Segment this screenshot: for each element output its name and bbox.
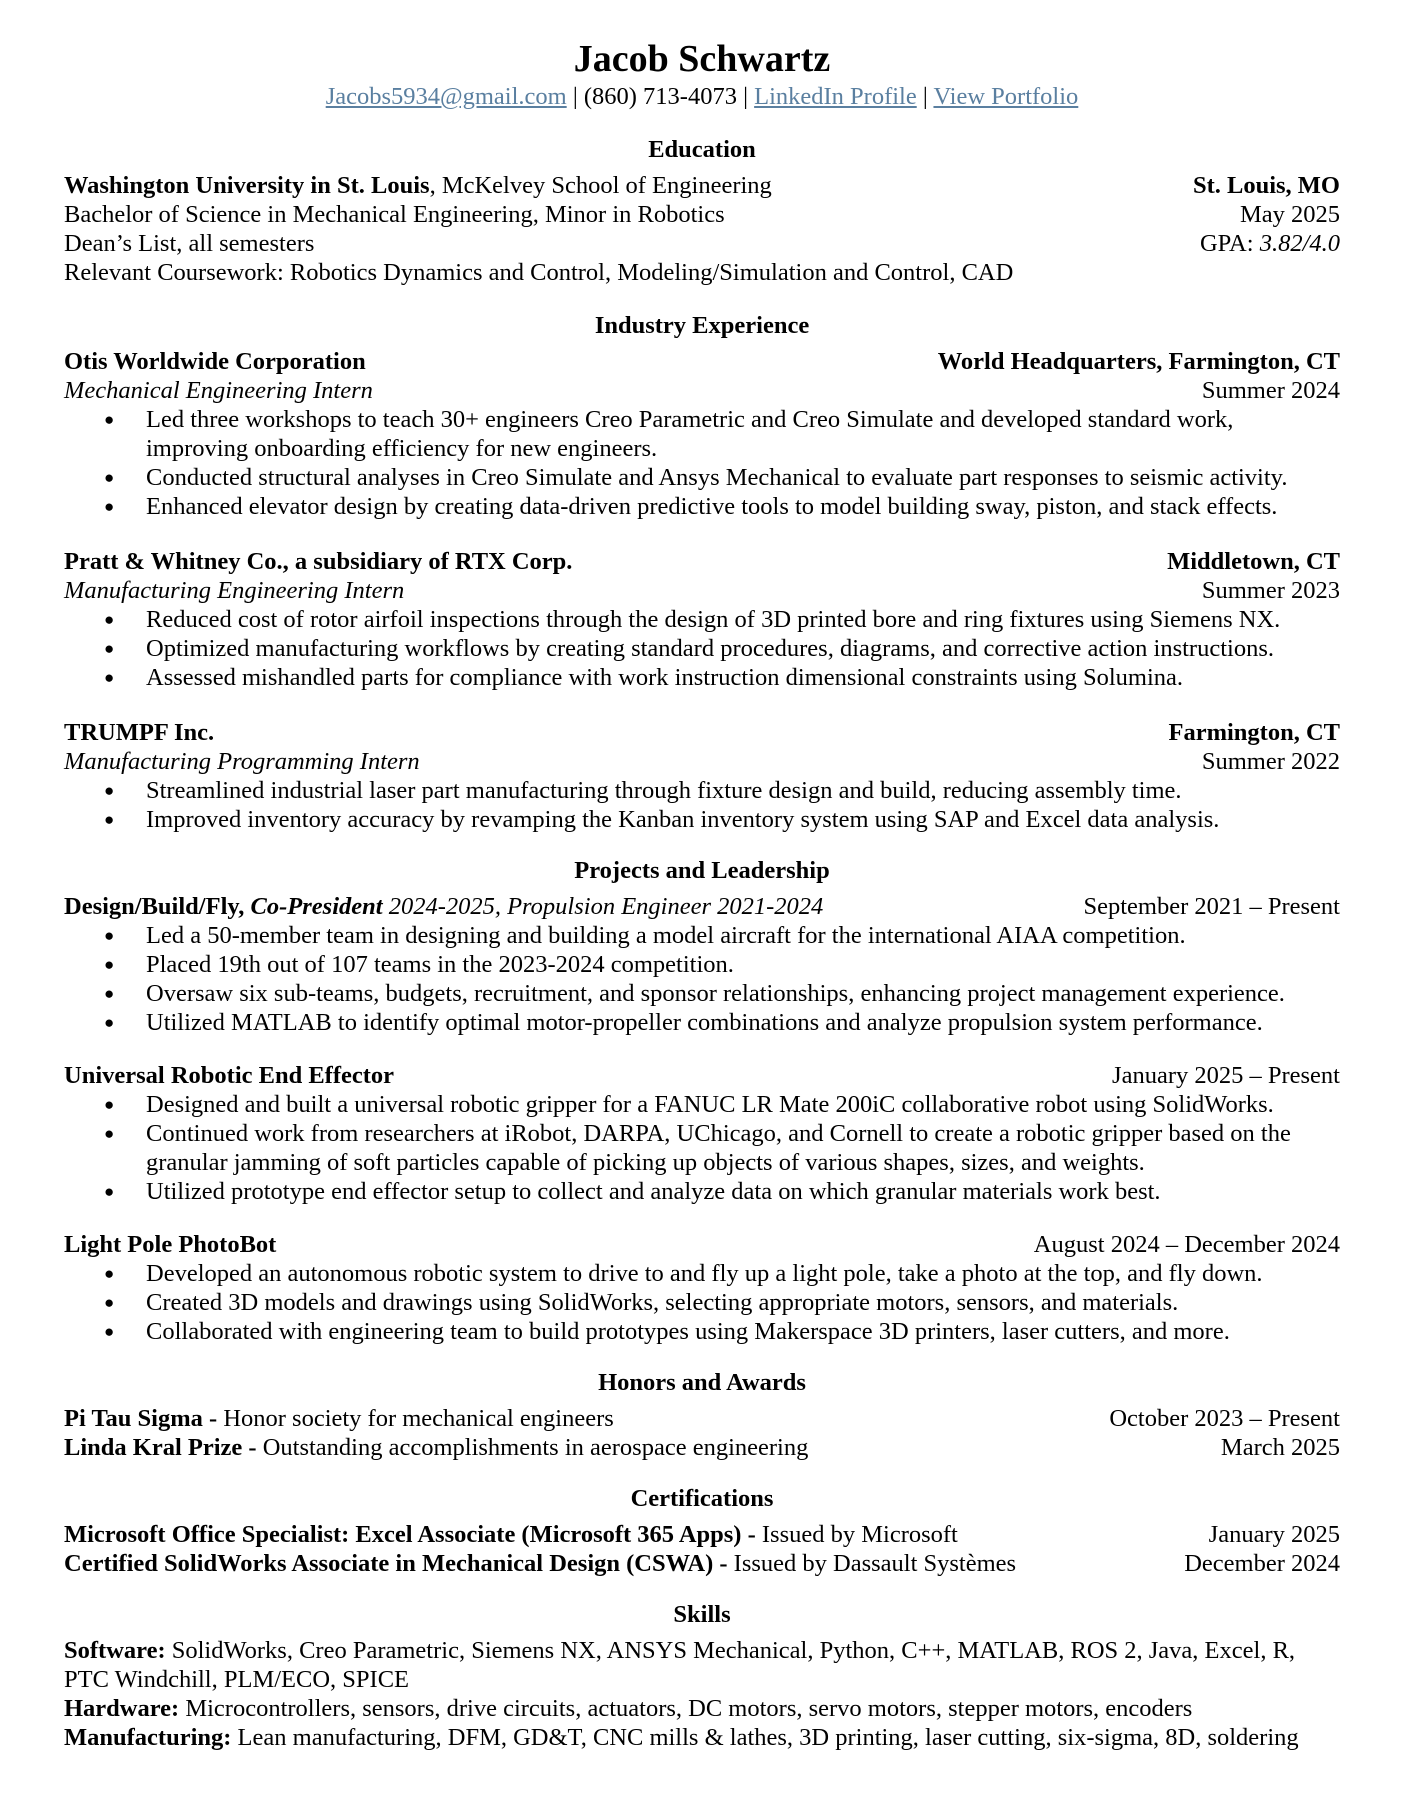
list-item: ● Streamlined industrial laser part manufacturing through fixture design and build, reducing assembly time. (146, 776, 1340, 805)
list-item: ● Utilized MATLAB to identify optimal motor-propeller combinations and analyze propulsion system performance. (146, 1008, 1340, 1037)
list-item: ● Led a 50-member team in designing and building a model aircraft for the international AIAA competition. (146, 921, 1340, 950)
company-name: TRUMPF Inc. (64, 719, 215, 746)
project-bullets (64, 1090, 1340, 1206)
job-date: Summer 2024 (1201, 377, 1340, 404)
coursework: Relevant Coursework: Robotics Dynamics and Control, Modeling/Simulation and Control, CAD (64, 259, 1014, 286)
email-link[interactable]: Jacobs5934@gmail.com (325, 83, 567, 110)
project-date: January 2025 – Present (1112, 1062, 1340, 1089)
separator: | (922, 83, 928, 110)
skills-software: Software: SolidWorks, Creo Parametric, Siemens NX, ANSYS Mechanical, Python, C++, MATLAB, ROS 2, Java, Excel, R, PTC Windchill, PLM/ECO, SPICE (64, 1637, 1296, 1693)
certifications-heading: Certifications (630, 1485, 774, 1512)
list-item: ● Utilized prototype end effector setup to collect and analyze data on which granular materials work best. (146, 1177, 1340, 1206)
project-role-bold: Co-President (244, 893, 383, 920)
contact-line (64, 82, 1340, 111)
job-title: Manufacturing Engineering Intern (64, 577, 405, 604)
project-entry (64, 892, 1340, 1037)
experience-heading: Industry Experience (594, 312, 810, 339)
school-subdivision: , McKelvey School of Engineering (429, 172, 772, 199)
company-name: Otis Worldwide Corporation (64, 348, 366, 375)
job-date: Summer 2022 (1201, 748, 1340, 775)
degree: Bachelor of Science in Mechanical Engineering, Minor in Robotics (64, 201, 725, 228)
portfolio-link[interactable]: View Portfolio (933, 83, 1079, 110)
list-item: ● Created 3D models and drawings using SolidWorks, selecting appropriate motors, sensors, and materials. (146, 1288, 1340, 1317)
job-title: Manufacturing Programming Intern (64, 748, 420, 775)
honor-date: March 2025 (1220, 1434, 1340, 1461)
separator: | (572, 83, 578, 110)
education-degree-row (64, 200, 1340, 229)
candidate-name: Jacob Schwartz (573, 38, 831, 80)
skills-hardware: Hardware: Microcontrollers, sensors, drive circuits, actuators, DC motors, servo motors, stepper motors, encoders (64, 1695, 1193, 1722)
deans-list: Dean’s List, all semesters (64, 230, 315, 257)
projects-heading: Projects and Leadership (574, 857, 830, 884)
project-entry (64, 1061, 1340, 1206)
job-location: Middletown, CT (1167, 548, 1340, 575)
certification-date: January 2025 (1208, 1521, 1340, 1548)
honor-row (64, 1404, 1340, 1433)
project-date: September 2021 – Present (1083, 893, 1340, 920)
gpa: GPA: 3.82/4.0 (1199, 230, 1340, 257)
list-item: ● Continued work from researchers at iRobot, DARPA, UChicago, and Cornell to create a robotic gripper based on the granular jamming of soft particles capable of picking up objects of various shapes, sizes, and weights. (146, 1119, 1340, 1177)
honor-name: Pi Tau Sigma - (64, 1405, 218, 1432)
job-location: Farmington, CT (1168, 719, 1340, 746)
job-bullets (64, 605, 1340, 692)
job-entry (64, 347, 1340, 521)
list-item: ● Developed an autonomous robotic system to drive to and fly up a light pole, take a photo at the top, and fly down. (146, 1259, 1340, 1288)
skills-manufacturing: Manufacturing: Lean manufacturing, DFM, GD&T, CNC mills & lathes, 3D printing, laser cutting, six-sigma, 8D, soldering (64, 1724, 1299, 1751)
certification-issuer: Issued by Dassault Systèmes (727, 1550, 1017, 1577)
education-heading: Education (648, 136, 756, 163)
project-role: 2024-2025, Propulsion Engineer 2021-2024 (382, 893, 824, 920)
honors-heading: Honors and Awards (598, 1369, 806, 1396)
certification-name: Certified SolidWorks Associate in Mechanical Design (CSWA) - (64, 1550, 728, 1577)
job-title: Mechanical Engineering Intern (64, 377, 373, 404)
honor-row (64, 1433, 1340, 1462)
job-entry (64, 547, 1340, 692)
project-bullets (64, 1259, 1340, 1346)
job-bullets (64, 776, 1340, 834)
company-name: Pratt & Whitney Co., a subsidiary of RTX Corp. (64, 548, 573, 575)
honor-description: Honor society for mechanical engineers (217, 1405, 614, 1432)
graduation-date: May 2025 (1239, 201, 1340, 228)
job-bullets (64, 405, 1340, 521)
list-item: ● Enhanced elevator design by creating data-driven predictive tools to model building sway, piston, and stack effects. (146, 492, 1340, 521)
education-honors-row (64, 229, 1340, 258)
job-date: Summer 2023 (1201, 577, 1340, 604)
list-item: ● Led three workshops to teach 30+ engineers Creo Parametric and Creo Simulate and developed standard work, improving onboarding efficiency for new engineers. (146, 405, 1340, 463)
school-name: Washington University in St. Louis (64, 172, 430, 199)
honor-date: October 2023 – Present (1109, 1405, 1340, 1432)
education-school-row (64, 171, 1340, 200)
job-location: World Headquarters, Farmington, CT (937, 348, 1340, 375)
project-name: Light Pole PhotoBot (64, 1231, 277, 1258)
certification-issuer: Issued by Microsoft (755, 1521, 958, 1548)
project-date: August 2024 – December 2024 (1033, 1231, 1340, 1258)
list-item: ● Conducted structural analyses in Creo Simulate and Ansys Mechanical to evaluate part responses to seismic activity. (146, 463, 1340, 492)
list-item: ● Improved inventory accuracy by revamping the Kanban inventory system using SAP and Excel data analysis. (146, 805, 1340, 834)
certification-date: December 2024 (1184, 1550, 1340, 1577)
project-name: Design/Build/Fly, (64, 893, 245, 920)
certification-row (64, 1520, 1340, 1549)
linkedin-link[interactable]: LinkedIn Profile (754, 83, 917, 110)
list-item: ● Designed and built a universal robotic gripper for a FANUC LR Mate 200iC collaborative robot using SolidWorks. (146, 1090, 1340, 1119)
school-location: St. Louis, MO (1192, 172, 1340, 199)
job-entry (64, 718, 1340, 834)
project-bullets (64, 921, 1340, 1037)
honor-description: Outstanding accomplishments in aerospace engineering (256, 1434, 809, 1461)
project-entry (64, 1230, 1340, 1346)
honor-name: Linda Kral Prize - (64, 1434, 257, 1461)
list-item: ● Collaborated with engineering team to build prototypes using Makerspace 3D printers, laser cutters, and more. (146, 1317, 1340, 1346)
certification-name: Microsoft Office Specialist: Excel Associate (Microsoft 365 Apps) - (64, 1521, 756, 1548)
project-name: Universal Robotic End Effector (64, 1062, 395, 1089)
list-item: ● Assessed mishandled parts for compliance with work instruction dimensional constraints using Solumina. (146, 663, 1340, 692)
list-item: ● Optimized manufacturing workflows by creating standard procedures, diagrams, and corrective action instructions. (146, 634, 1340, 663)
skills-heading: Skills (673, 1601, 731, 1628)
separator: | (743, 83, 748, 110)
list-item: ● Oversaw six sub-teams, budgets, recruitment, and sponsor relationships, enhancing project management experience. (146, 979, 1340, 1008)
certification-row (64, 1549, 1340, 1578)
phone-number: (860) 713-4073 (583, 83, 737, 110)
list-item: ● Reduced cost of rotor airfoil inspections through the design of 3D printed bore and ring fixtures using Siemens NX. (146, 605, 1340, 634)
list-item: ● Placed 19th out of 107 teams in the 2023-2024 competition. (146, 950, 1340, 979)
